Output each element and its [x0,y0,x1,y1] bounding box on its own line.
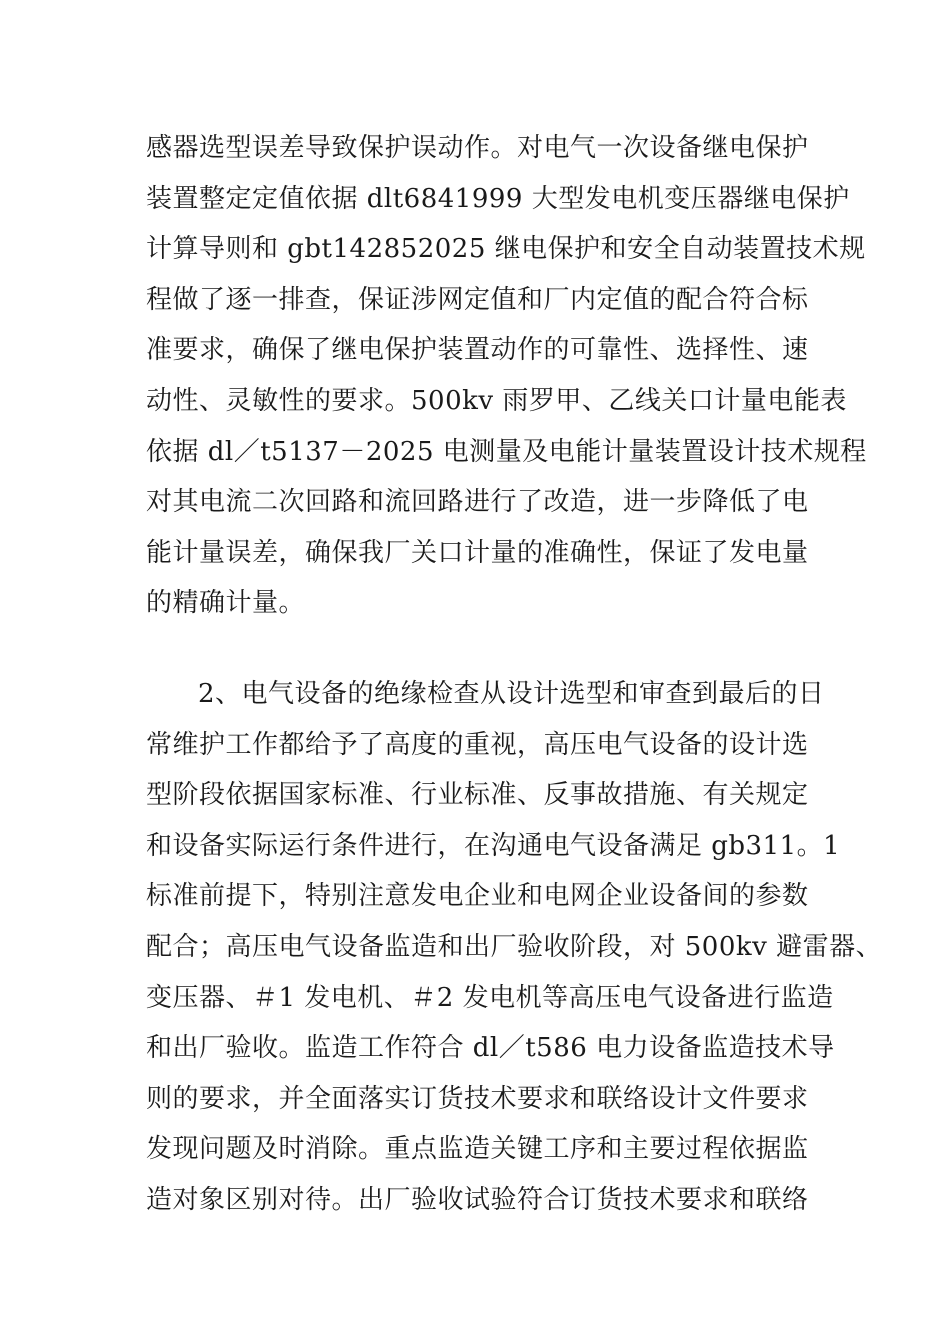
paragraph-1 [146,123,867,629]
text-line: 计算导则和 gbt142852025 继电保护和安全自动装置技术规 [146,234,866,265]
text-line: 造对象区别对待。出厂验收试验符合订货技术要求和联络 [146,1184,809,1215]
text-line: 能计量误差，确保我厂关口计量的准确性，保证了发电量 [146,537,809,568]
text-line: 和设备实际运行条件进行，在沟通电气设备满足 gb311。1 [146,830,841,861]
text-line: 配合；高压电气设备监造和出厂验收阶段，对 500kv 避雷器、 [146,931,883,962]
text-line: 对其电流二次回路和流回路进行了改造，进一步降低了电 [146,487,809,518]
text-line: 依据 dl／t5137－2025 电测量及电能计量装置设计技术规程 [146,436,867,467]
text-line: 程做了逐一排查，保证涉网定值和厂内定值的配合符合标 [146,284,809,315]
text-line: 动性、灵敏性的要求。500kv 雨罗甲、乙线关口计量电能表 [146,385,847,416]
text-line: 和出厂验收。监造工作符合 dl／t586 电力设备监造技术导 [146,1033,835,1064]
text-line: 则的要求，并全面落实订货技术要求和联络设计文件要求 [146,1083,809,1114]
text-line: 准要求，确保了继电保护装置动作的可靠性、选择性、速 [146,335,809,366]
text-line: 常维护工作都给予了高度的重视，高压电气设备的设计选 [146,729,809,760]
text-line: 发现问题及时消除。重点监造关键工序和主要过程依据监 [146,1134,809,1165]
text-line: 装置整定定值依据 dlt6841999 大型发电机变压器继电保护 [146,183,850,214]
text-line: 的精确计量。 [146,588,306,619]
text-line: 型阶段依据国家标准、行业标准、反事故措施、有关规定 [146,780,809,811]
text-line: 标准前提下，特别注意发电企业和电网企业设备间的参数 [146,881,809,912]
text-line: 2、电气设备的绝缘检查从设计选型和审查到最后的日 [198,679,825,709]
paragraph-2 [146,669,882,1226]
text-line: 感器选型误差导致保护误动作。对电气一次设备继电保护 [146,133,809,163]
text-line: 变压器、＃1 发电机、＃2 发电机等高压电气设备进行监造 [146,982,834,1013]
